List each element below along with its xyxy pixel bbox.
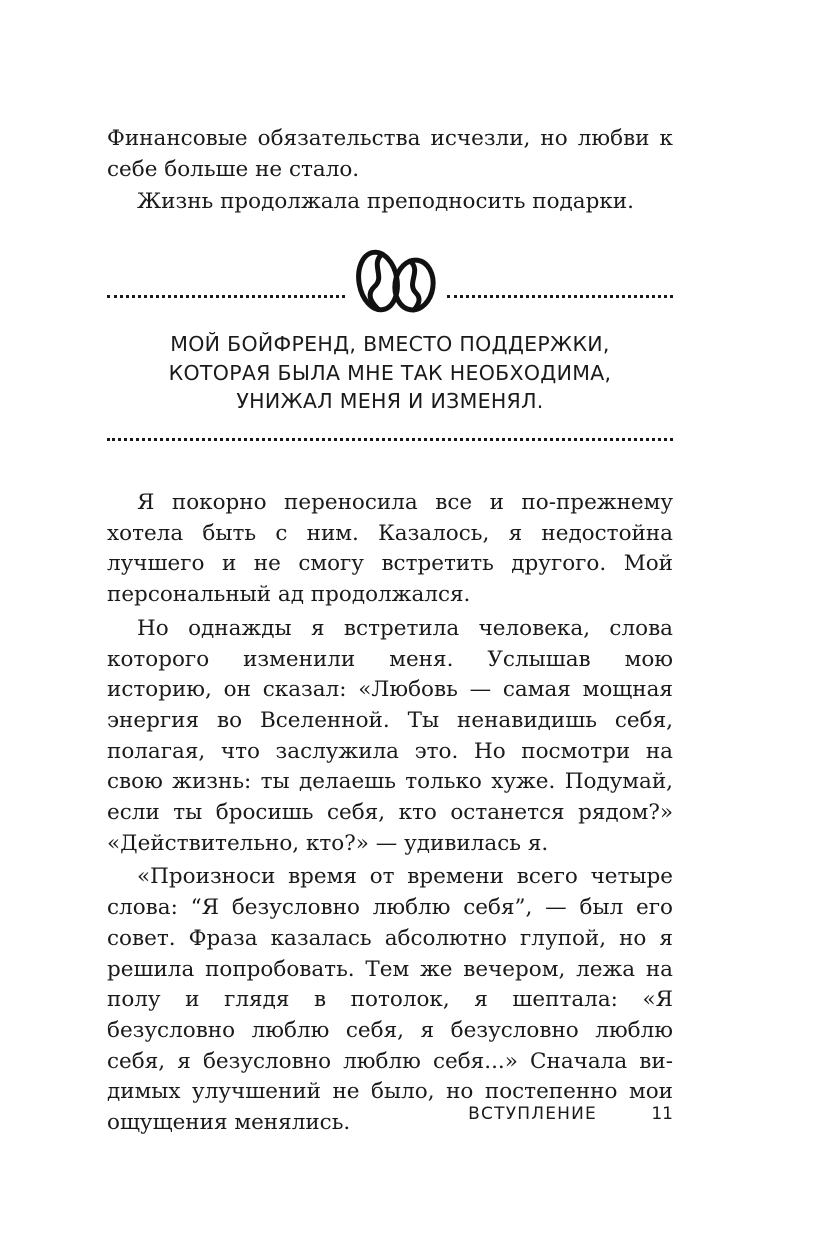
bottom-dotted-divider: [107, 438, 673, 441]
coffee-beans-icon: [352, 247, 440, 315]
dotted-line-left: [107, 295, 345, 298]
pull-quote-line: КОТОРАЯ БЫЛА МНЕ ТАК НЕОБХОДИМА,: [168, 360, 612, 385]
paragraph: «Произноси время от времени всего четыре слова: “Я безусловно люблю себя”, — был его совет. Фраза казалась абсолютно глупой, но я решила попробовать. Тем же вечером, лежа на полу и глядя в потолок, я шептала: «Я безусловно люблю себя, я безусловно люблю себя, я безусловно люблю себя...» Сначала видимых улучшений не было, но постепенно мои ощущения менялись.: [107, 864, 673, 1136]
paragraph: Я покорно переносила все и по-прежнему хотела быть с ним. Казалось, я недостойна лучшего и не смогу встретить другого. Мой персональный ад продолжался.: [107, 490, 673, 608]
paragraph: Но однажды я встретила человека, слова которого изменили меня. Услышав мою историю, он сказал: «Любовь — самая мощная энергия во Вселенной. Ты ненавидишь себя, полагая, что заслужила это. Но посмотри на свою жизнь: ты делаешь только хуже. Подумай, если ты бросишь себя, кто останется рядом?» «Действительно, кто?» — удивилась я.: [107, 615, 673, 856]
pull-quote-line: УНИЖАЛ МЕНЯ И ИЗМЕНЯЛ.: [236, 389, 544, 413]
paragraph: Жизнь продолжала преподносить подарки.: [137, 189, 634, 215]
running-footer-section: ВСТУПЛЕНИЕ: [468, 1104, 597, 1124]
main-text: [107, 488, 673, 1139]
page-number: 11: [651, 1104, 673, 1124]
pull-quote: [107, 330, 673, 416]
pull-quote-line: МОЙ БОЙФРЕНД, ВМЕСТО ПОДДЕРЖКИ,: [170, 332, 610, 356]
paragraph: Финансовые обязательства исчезли, но любви к себе больше не стало.: [107, 126, 673, 182]
dotted-line-right: [447, 295, 673, 298]
top-text: [107, 124, 673, 218]
